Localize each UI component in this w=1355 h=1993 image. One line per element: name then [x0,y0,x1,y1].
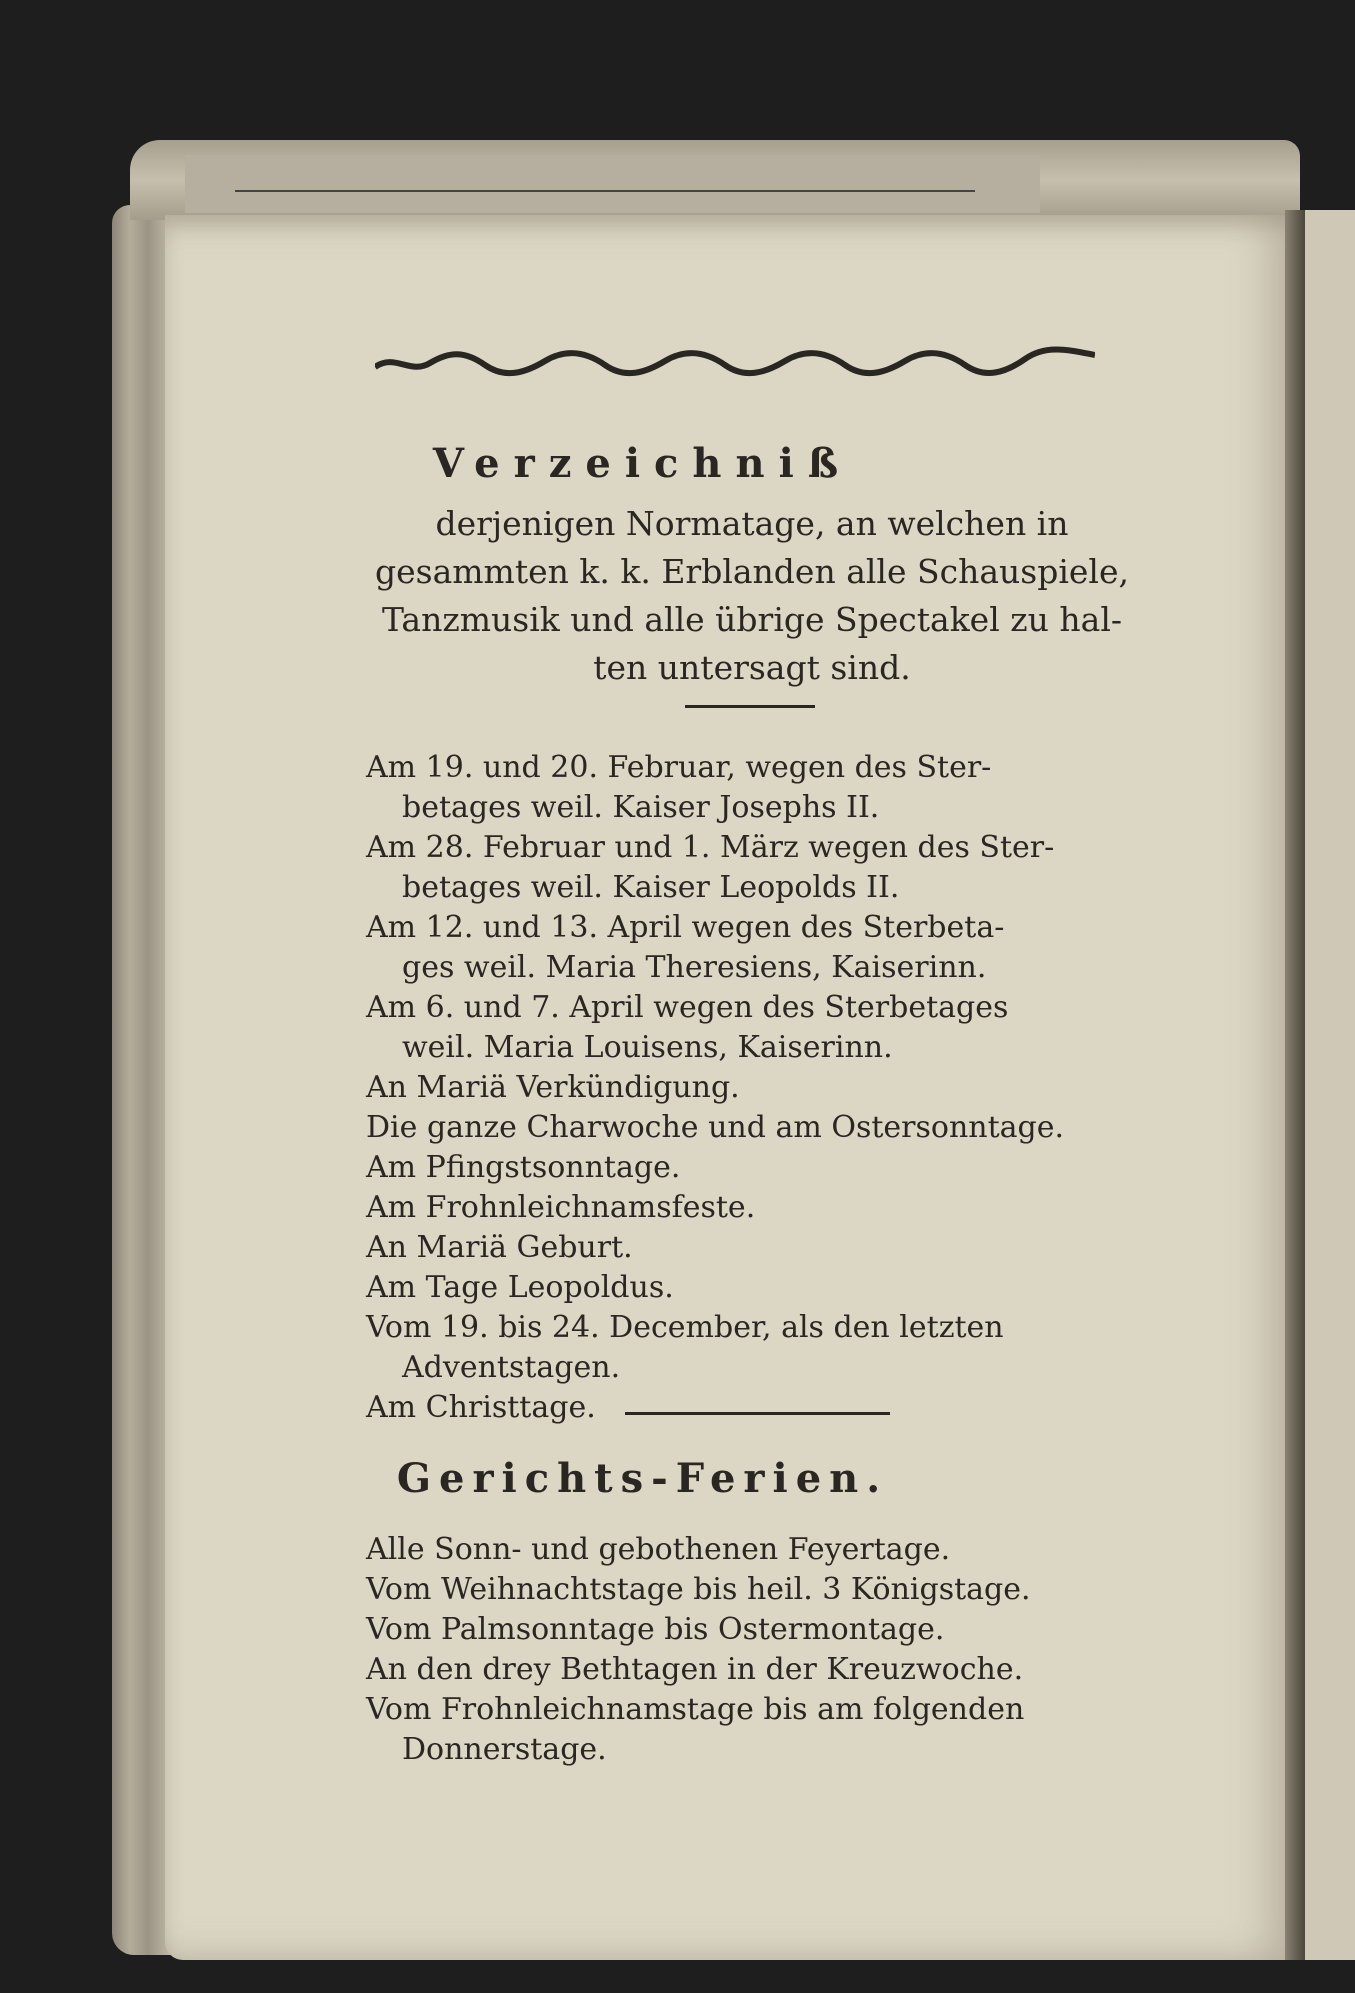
list-item: betages weil. Kaiser Josephs II. [402,790,880,825]
list-item: An Mariä Verkündigung. [366,1070,740,1105]
list-item: An Mariä Geburt. [366,1230,633,1265]
list-item: Am Christtage. [366,1390,596,1425]
subtitle-line: Tanzmusik und alle übrige Spectakel zu hal- [381,600,1123,639]
wave-ornament [375,345,1095,377]
list-item: Am Tage Leopoldus. [366,1270,674,1305]
subtitle-line: gesammten k. k. Erblanden alle Schauspiele, [375,552,1129,591]
bookmark-tab [185,155,1040,213]
list-item: Am Pfingstsonntage. [366,1150,681,1185]
list-item: An den drey Bethtagen in der Kreuzwoche. [366,1652,1024,1687]
subtitle-line: ten untersagt sind. [593,648,911,687]
list-item: betages weil. Kaiser Leopolds II. [402,870,900,905]
tab-rule [235,190,975,192]
facing-page-edge [1305,210,1355,1960]
subtitle-line: derjenigen Normatage, an welchen in [435,504,1069,543]
list-item: Die ganze Charwoche und am Ostersonntage. [366,1110,1065,1145]
list-item: Donnerstage. [402,1732,607,1767]
list-item: Am 28. Februar und 1. März wegen des Ster- [366,830,1055,865]
list-item: Vom Palmsonntage bis Ostermontage. [366,1612,945,1647]
divider-rule [625,1412,890,1415]
list-item: Am 12. und 13. April wegen des Sterbeta- [366,910,1005,945]
list-item: Am Frohnleichnamsfeste. [366,1190,756,1225]
section-title: Gerichts-Ferien. [396,1455,889,1502]
list-item: Vom 19. bis 24. December, als den letzten [366,1310,1004,1345]
list-item: weil. Maria Louisens, Kaiserinn. [402,1030,893,1065]
list-item: Vom Weihnachtstage bis heil. 3 Königstage. [366,1572,1031,1607]
list-item: Am 19. und 20. Februar, wegen des Ster- [366,750,992,785]
subtitle [362,500,1142,692]
list-item: Alle Sonn- und gebothenen Feyertage. [366,1532,951,1567]
list-item: Am 6. und 7. April wegen des Sterbetages [366,990,1009,1025]
list-item: ges weil. Maria Theresiens, Kaiserinn. [402,950,987,985]
list-item: Adventstagen. [402,1350,621,1385]
divider-rule [685,705,815,708]
list-item: Vom Frohnleichnamstage bis am folgenden [366,1692,1025,1727]
page-title: Verzeichniß [432,440,853,487]
